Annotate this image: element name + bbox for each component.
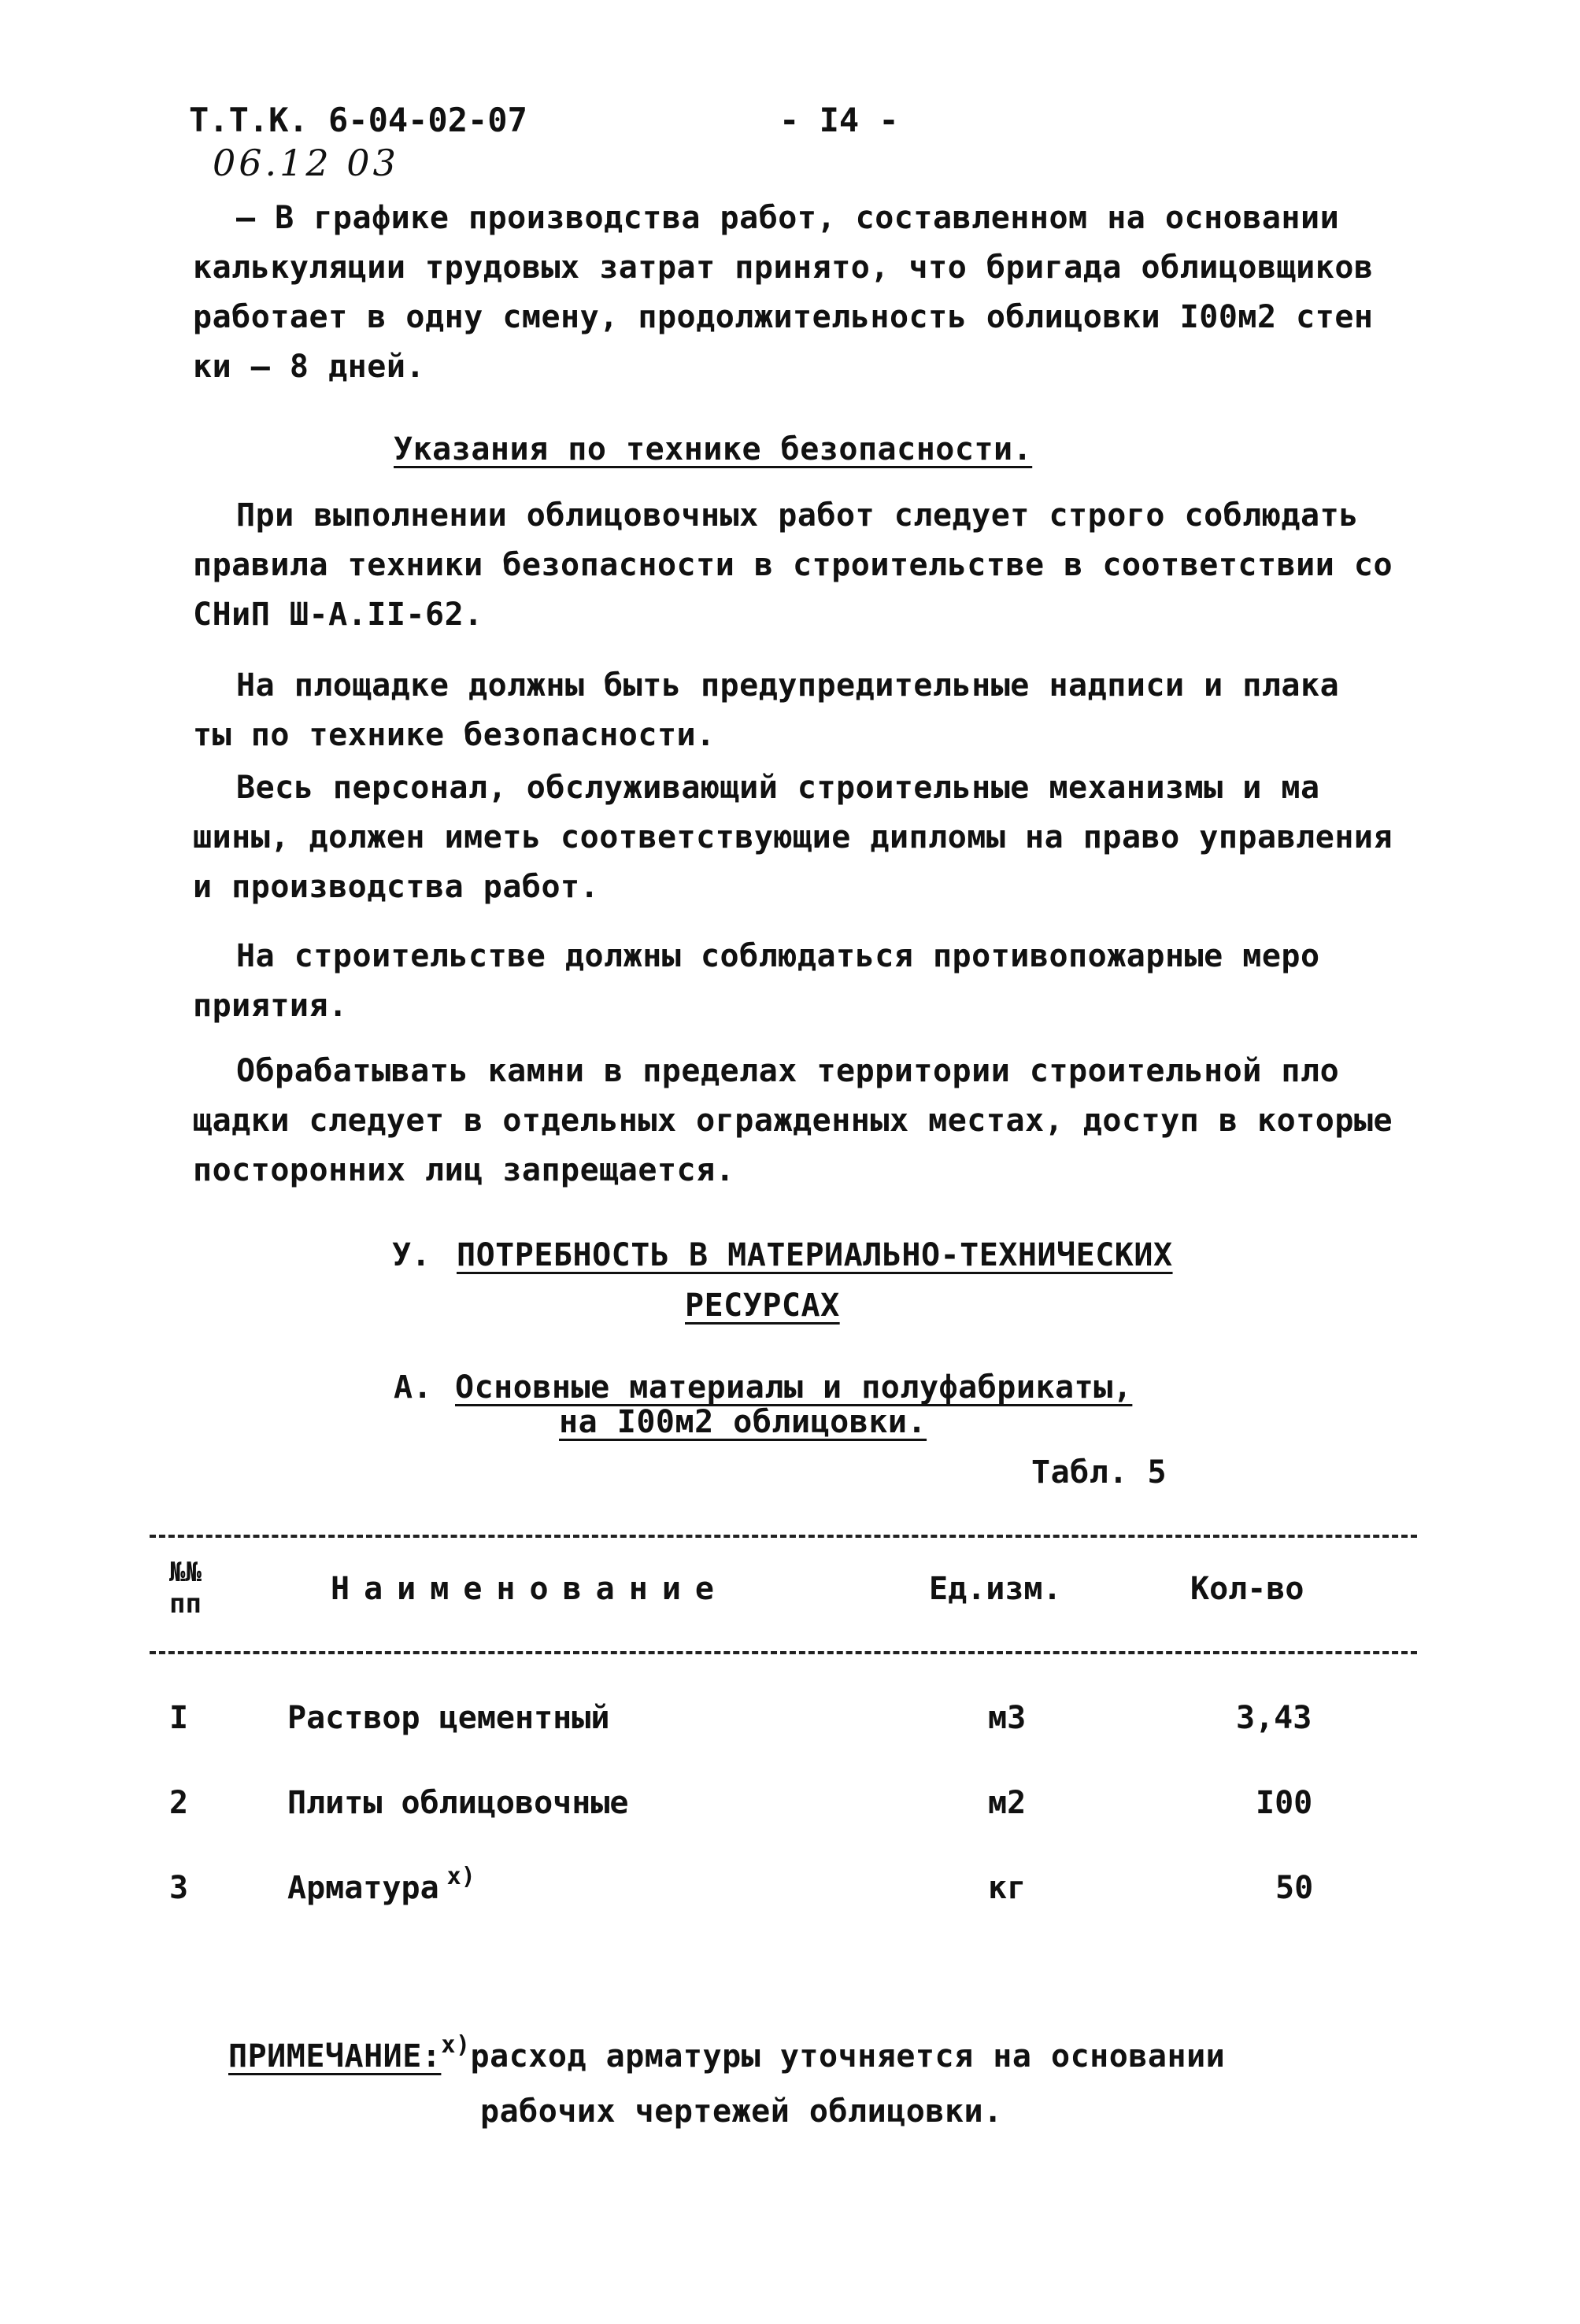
safety-p1-line-2: правила техники безопасности в строительстве в соответствии со bbox=[193, 547, 1393, 583]
intro-line-1: – В графике производства работ, составленном на основании bbox=[236, 200, 1340, 236]
safety-heading: Указания по технике безопасности. bbox=[394, 431, 1033, 467]
footnote-mark: х) bbox=[446, 1863, 475, 1890]
safety-p5-line-2: щадки следует в отдельных огражденных местах, доступ в которые bbox=[193, 1103, 1393, 1139]
intro-line-2: калькуляции трудовых затрат принято, что бригада облицовщиков bbox=[193, 249, 1374, 286]
safety-p5-line-3: посторонних лиц запрещается. bbox=[193, 1152, 735, 1188]
note-line-1 bbox=[228, 2031, 1226, 2075]
row-qty: I00 bbox=[1256, 1785, 1313, 1821]
intro-line-4: ки – 8 дней. bbox=[193, 349, 425, 385]
row-name: Раствор цементный bbox=[287, 1700, 610, 1736]
safety-p3-line-2: шины, должен иметь соответствующие дипломы на право управления bbox=[193, 819, 1393, 855]
safety-p1-line-3: СНиП Ш-А.II-62. bbox=[193, 597, 483, 633]
note-line-2: рабочих чертежей облицовки. bbox=[480, 2093, 1003, 2130]
subsection-title-line-2: на I00м2 облицовки. bbox=[559, 1404, 927, 1440]
safety-p1-line-1: При выполнении облицовочных работ следует строго соблюдать bbox=[236, 497, 1359, 534]
row-qty: 3,43 bbox=[1236, 1700, 1312, 1736]
safety-p4-line-2: приятия. bbox=[193, 988, 348, 1024]
row-unit: м2 bbox=[988, 1785, 1027, 1821]
safety-p2-line-2: ты по технике безопасности. bbox=[193, 717, 716, 753]
note-label: ПРИМЕЧАНИЕ: bbox=[228, 2038, 442, 2075]
table-header-rule bbox=[150, 1651, 1417, 1654]
table-label: Табл. 5 bbox=[1031, 1454, 1167, 1491]
note-footnote-mark: х) bbox=[441, 2031, 471, 2059]
safety-p5-line-1: Обрабатывать камни в пределах территории строительной пло bbox=[236, 1053, 1340, 1089]
table-top-rule bbox=[150, 1535, 1417, 1538]
safety-p4-line-1: На строительстве должны соблюдаться противопожарные меро bbox=[236, 938, 1320, 974]
row-unit: кг bbox=[988, 1870, 1027, 1906]
row-name-wrap bbox=[287, 1863, 475, 1906]
row-qty: 50 bbox=[1275, 1870, 1314, 1906]
row-num: I bbox=[169, 1700, 189, 1736]
page-number: - I4 - bbox=[779, 101, 899, 139]
header-num-line-2: пп bbox=[169, 1588, 202, 1620]
document-code: Т.Т.К. 6-04-02-07 bbox=[189, 101, 527, 139]
safety-p3-line-1: Весь персонал, обслуживающий строительные механизмы и ма bbox=[236, 770, 1320, 806]
row-name: Арматура bbox=[287, 1870, 439, 1906]
subsection-title-line-1: Основные материалы и полуфабрикаты, bbox=[455, 1369, 1133, 1406]
safety-p2-line-1: На площадке должны быть предупредительные надписи и плака bbox=[236, 667, 1340, 704]
row-num: 2 bbox=[169, 1785, 189, 1821]
header-name: Наименование bbox=[331, 1571, 728, 1607]
section-title-line-2: РЕСУРСАХ bbox=[685, 1288, 840, 1324]
subsection-letter: А. bbox=[394, 1369, 433, 1406]
header-num-line-1: №№ bbox=[169, 1557, 202, 1588]
header-qty: Кол-во bbox=[1190, 1571, 1304, 1607]
header-unit: Ед.изм. bbox=[929, 1571, 1062, 1607]
section-title-line-1: ПОТРЕБНОСТЬ В МАТЕРИАЛЬНО-ТЕХНИЧЕСКИХ bbox=[457, 1237, 1173, 1273]
row-num: 3 bbox=[169, 1870, 189, 1906]
row-unit: м3 bbox=[988, 1700, 1027, 1736]
section-number: У. bbox=[392, 1237, 431, 1273]
row-name: Плиты облицовочные bbox=[287, 1785, 629, 1821]
note-text-1: расход арматуры уточняется на основании bbox=[470, 2038, 1226, 2075]
handwritten-date: 06.12 03 bbox=[213, 142, 399, 184]
intro-line-3: работает в одну смену, продолжительность облицовки I00м2 стен bbox=[193, 299, 1374, 335]
safety-p3-line-3: и производства работ. bbox=[193, 869, 600, 905]
